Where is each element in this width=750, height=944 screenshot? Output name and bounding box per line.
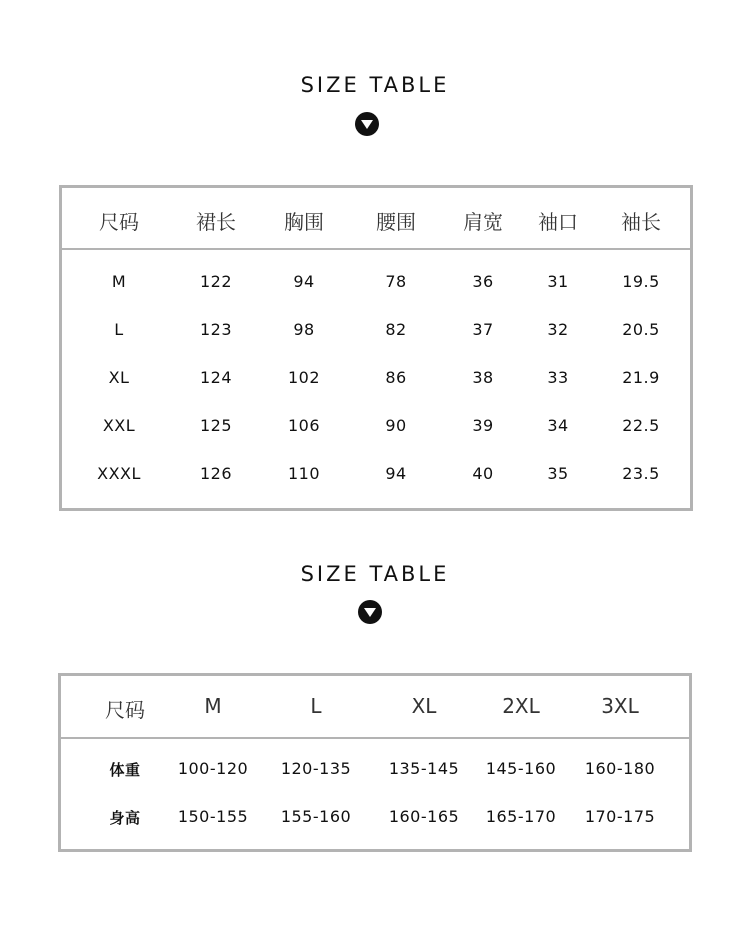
table-cell: 120-135	[280, 759, 352, 778]
column-header: 尺码	[105, 698, 145, 722]
column-header: 2XL	[502, 694, 540, 718]
row-label: XL	[108, 368, 130, 387]
table-cell: 102	[287, 368, 321, 387]
column-header: 3XL	[601, 694, 639, 718]
table-cell: 82	[385, 320, 407, 339]
table-cell: 135-145	[388, 759, 460, 778]
column-header: 胸围	[284, 210, 324, 234]
table-cell: 150-155	[177, 807, 249, 826]
table-cell: 98	[293, 320, 315, 339]
table-cell: 125	[199, 416, 233, 435]
column-header: 裙长	[196, 210, 236, 234]
table-cell: 19.5	[622, 272, 660, 291]
size-table-heading-2: SIZE TABLE	[300, 562, 450, 586]
column-header: 袖长	[621, 210, 661, 234]
row-label: L	[114, 320, 124, 339]
table-header-row	[61, 676, 689, 739]
table-cell: 165-170	[485, 807, 557, 826]
table-cell: 110	[287, 464, 321, 483]
row-label: 身高	[109, 809, 141, 827]
table-cell: 123	[199, 320, 233, 339]
table-cell: 160-180	[584, 759, 656, 778]
column-header: XL	[411, 694, 437, 718]
table-cell: 94	[385, 464, 407, 483]
table-cell: 170-175	[584, 807, 656, 826]
row-label: XXL	[102, 416, 136, 435]
table-cell: 34	[547, 416, 569, 435]
size-table-1	[59, 185, 693, 511]
table-cell: 124	[199, 368, 233, 387]
table-cell: 94	[293, 272, 315, 291]
table-cell: 90	[385, 416, 407, 435]
table-cell: 100-120	[177, 759, 249, 778]
down-triangle-circle-icon	[355, 112, 379, 136]
table-cell: 38	[472, 368, 494, 387]
table-cell: 37	[472, 320, 494, 339]
row-label: M	[111, 272, 127, 291]
column-header: 袖口	[538, 210, 578, 234]
column-header: 尺码	[99, 210, 139, 234]
table-cell: 40	[472, 464, 494, 483]
column-header: 腰围	[376, 210, 416, 234]
size-table-2	[58, 673, 692, 852]
size-table-heading-1: SIZE TABLE	[300, 73, 450, 97]
table-cell: 33	[547, 368, 569, 387]
row-label: XXXL	[97, 464, 141, 483]
column-header: L	[310, 694, 322, 718]
table-cell: 145-160	[485, 759, 557, 778]
table-cell: 32	[547, 320, 569, 339]
column-header: M	[204, 694, 222, 718]
table-cell: 39	[472, 416, 494, 435]
table-cell: 31	[547, 272, 569, 291]
table-cell: 36	[472, 272, 494, 291]
table-cell: 21.9	[622, 368, 660, 387]
table-cell: 78	[385, 272, 407, 291]
table-cell: 106	[287, 416, 321, 435]
table-cell: 22.5	[622, 416, 660, 435]
table-cell: 86	[385, 368, 407, 387]
table-cell: 35	[547, 464, 569, 483]
column-header: 肩宽	[463, 210, 503, 234]
down-triangle-circle-icon	[358, 600, 382, 624]
table-cell: 155-160	[280, 807, 352, 826]
table-cell: 23.5	[622, 464, 660, 483]
table-cell: 126	[199, 464, 233, 483]
table-cell: 160-165	[388, 807, 460, 826]
table-cell: 122	[199, 272, 233, 291]
table-cell: 20.5	[622, 320, 660, 339]
row-label: 体重	[109, 761, 141, 779]
